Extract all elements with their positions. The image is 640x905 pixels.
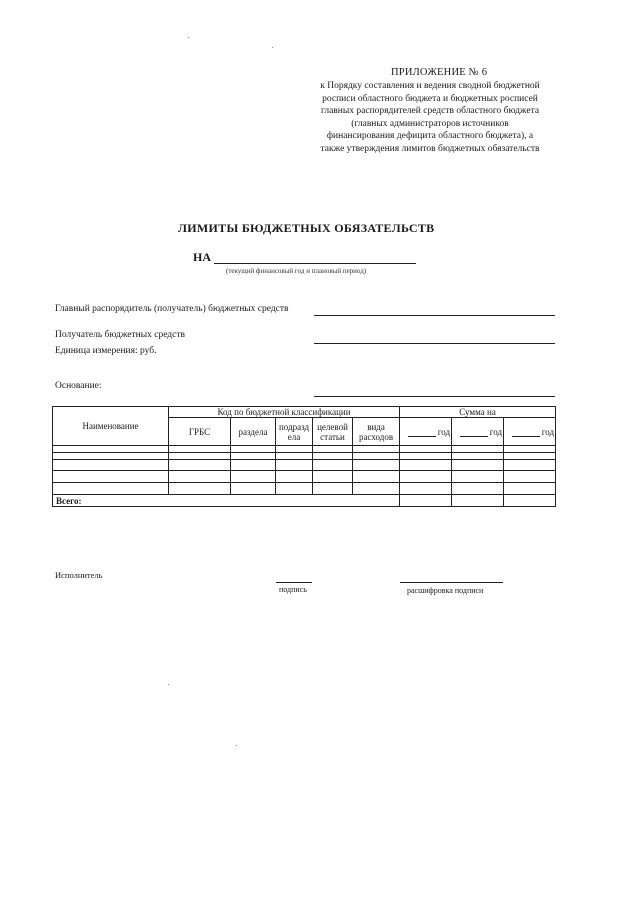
appendix-line: росписи областного бюджета и бюджетных росписей bbox=[322, 93, 538, 104]
table-row[interactable] bbox=[53, 471, 556, 483]
main-distributor-label: Главный распорядитель (получатель) бюджетных средств bbox=[55, 304, 289, 314]
appendix-title: ПРИЛОЖЕНИЕ № 6 bbox=[391, 67, 488, 78]
table-row[interactable] bbox=[53, 460, 556, 471]
appendix-line: главных распорядителей средств областного бюджета bbox=[320, 106, 540, 116]
table-row[interactable] bbox=[53, 453, 556, 460]
signature-caption: подпись bbox=[279, 585, 307, 594]
section-column-header: раздела bbox=[231, 418, 276, 446]
year-3-column-header: год bbox=[504, 418, 556, 446]
total-row bbox=[53, 495, 556, 507]
sum-group-header: Сумма на bbox=[400, 407, 556, 418]
appendix-text bbox=[300, 80, 560, 155]
target-article-column-header: целевой статьи bbox=[313, 418, 353, 446]
budget-limits-table bbox=[52, 406, 556, 507]
signature-decoding-line[interactable] bbox=[400, 582, 503, 583]
table-row[interactable] bbox=[53, 483, 556, 495]
year-1-column-header: год bbox=[400, 418, 452, 446]
appendix-line: (главных администраторов источников bbox=[351, 118, 509, 129]
appendix-line: к Порядку составления и ведения сводной бюджетной bbox=[320, 81, 540, 91]
main-distributor-field[interactable] bbox=[314, 315, 555, 316]
appendix-line: финансирования дефицита областного бюджета), а bbox=[326, 131, 534, 141]
table-row[interactable] bbox=[53, 446, 556, 453]
recipient-label: Получатель бюджетных средств bbox=[55, 330, 185, 340]
executor-label: Исполнитель bbox=[55, 570, 103, 580]
basis-field[interactable] bbox=[314, 396, 555, 397]
appendix-line: также утверждения лимитов бюджетных обязательств bbox=[320, 143, 540, 154]
total-label: Всего: bbox=[53, 495, 400, 507]
signature-decoding-caption: расшифровка подписи bbox=[407, 586, 484, 595]
unit-label: Единица измерения: руб. bbox=[55, 346, 157, 356]
scan-speck bbox=[236, 745, 237, 746]
period-prefix: НА bbox=[193, 250, 211, 264]
subsection-column-header: подразд ела bbox=[276, 418, 313, 446]
signature-line[interactable] bbox=[276, 582, 312, 583]
recipient-field[interactable] bbox=[314, 343, 555, 344]
expense-type-column-header: вида расходов bbox=[353, 418, 400, 446]
name-column-header: Наименование bbox=[53, 407, 169, 446]
year-2-column-header: год bbox=[452, 418, 504, 446]
scan-speck bbox=[168, 684, 169, 685]
code-group-header: Код по бюджетной классификации bbox=[169, 407, 400, 418]
basis-label: Основание: bbox=[55, 381, 102, 391]
period-caption: (текущий финансовый год и плановый период) bbox=[226, 267, 367, 275]
document-title: ЛИМИТЫ БЮДЖЕТНЫХ ОБЯЗАТЕЛЬСТВ bbox=[178, 221, 435, 235]
grbs-column-header: ГРБС bbox=[169, 418, 231, 446]
scan-speck bbox=[188, 37, 189, 38]
scan-speck bbox=[272, 47, 273, 48]
period-field-line[interactable] bbox=[214, 263, 416, 264]
